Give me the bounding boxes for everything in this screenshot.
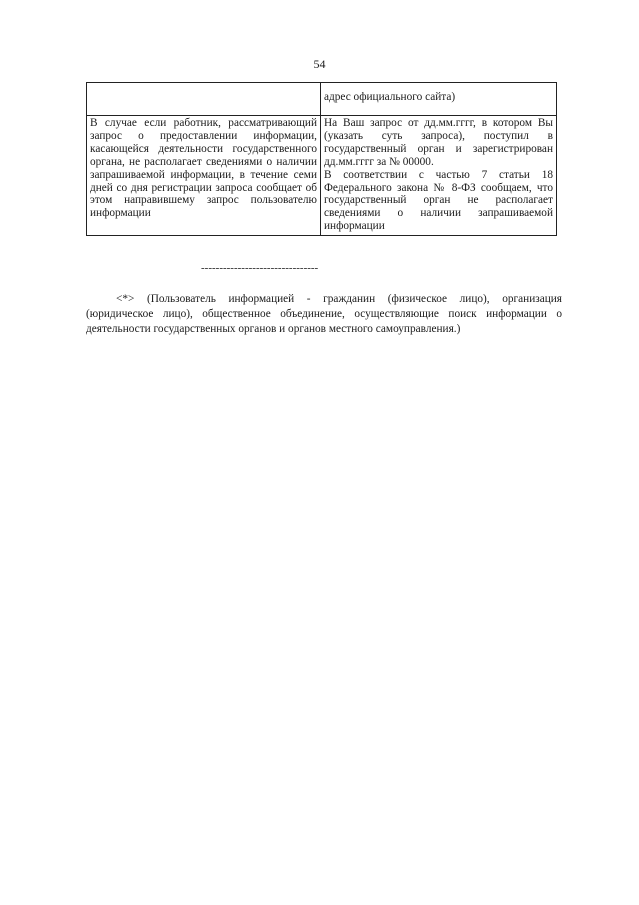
footnote-separator: -------------------------------- — [201, 262, 319, 274]
table-cell-left — [87, 83, 321, 116]
table-row — [87, 116, 557, 236]
right-cell-paragraph-2: В соответствии с частью 7 статьи 18 Федерального закона № 8-ФЗ сообщаем, что государственный орган не располагает сведениями о наличии запрашиваемой информации — [324, 168, 553, 233]
right-cell-paragraph-1: На Ваш запрос от дд.мм.гггг, в котором Вы (указать суть запроса), поступил в государственный орган и зарегистрирован дд.мм.гггг за № 00000. — [324, 117, 553, 168]
top-right-cell-text: адрес официального сайта) — [324, 91, 456, 103]
table-cell-right — [321, 83, 557, 116]
table-cell-left — [87, 116, 321, 236]
table-cell-right — [321, 116, 557, 236]
footnote: <*> (Пользователь информацией - гражданин (физическое лицо), организация (юридическое лицо), общественное объединение, осуществляющие поиск информации о деятельности государственных органов и органов местного самоуправления.) — [86, 293, 562, 335]
page-number: 54 — [313, 57, 326, 71]
left-cell-paragraph: В случае если работник, рассматривающий запрос о предоставлении информации, касающейся деятельности государственного органа, не располагает сведениями о наличии запрашиваемой информации, в течение семи дней со дня регистрации запроса сообщает об этом направившему запрос пользователю информации — [90, 117, 317, 220]
table-row — [87, 83, 557, 116]
document-table — [86, 82, 557, 236]
